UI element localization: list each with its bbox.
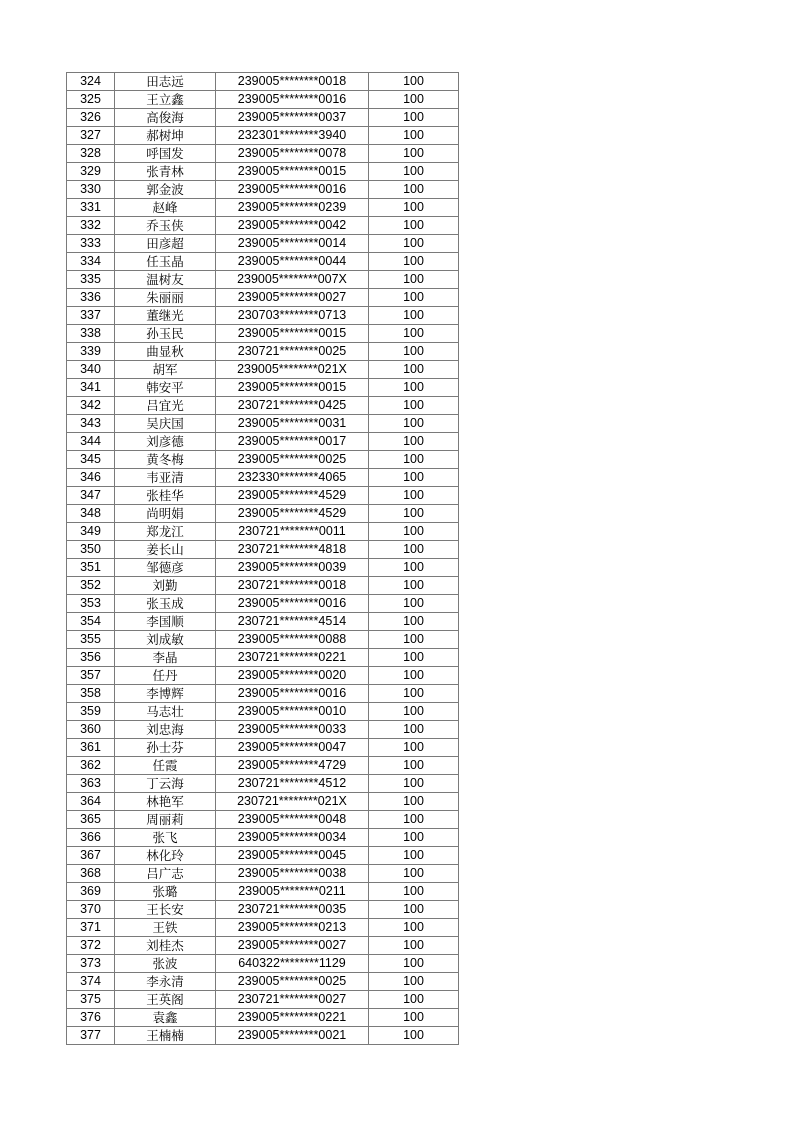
row-number-cell: 374 [67, 973, 115, 991]
table-row [67, 109, 459, 127]
score-cell: 100 [369, 433, 459, 451]
table-row [67, 793, 459, 811]
row-number-cell: 334 [67, 253, 115, 271]
id-number-cell: 239005********0016 [216, 181, 369, 199]
id-number-cell: 239005********0042 [216, 217, 369, 235]
row-number-cell: 329 [67, 163, 115, 181]
score-cell: 100 [369, 883, 459, 901]
row-number-cell: 338 [67, 325, 115, 343]
row-number-cell: 369 [67, 883, 115, 901]
table-row [67, 559, 459, 577]
row-number-cell: 377 [67, 1027, 115, 1045]
row-number-cell: 347 [67, 487, 115, 505]
score-cell: 100 [369, 703, 459, 721]
id-number-cell: 239005********0010 [216, 703, 369, 721]
person-name-cell: 王立鑫 [115, 91, 216, 109]
row-number-cell: 346 [67, 469, 115, 487]
person-name-cell: 张波 [115, 955, 216, 973]
id-number-cell: 239005********021X [216, 361, 369, 379]
score-cell: 100 [369, 991, 459, 1009]
person-name-cell: 林化玲 [115, 847, 216, 865]
table-row [67, 91, 459, 109]
id-number-cell: 230703********0713 [216, 307, 369, 325]
table-row [67, 379, 459, 397]
row-number-cell: 373 [67, 955, 115, 973]
row-number-cell: 349 [67, 523, 115, 541]
id-number-cell: 239005********4529 [216, 505, 369, 523]
score-cell: 100 [369, 829, 459, 847]
table-row [67, 487, 459, 505]
row-number-cell: 365 [67, 811, 115, 829]
roster-table-body [67, 73, 459, 1045]
row-number-cell: 344 [67, 433, 115, 451]
row-number-cell: 367 [67, 847, 115, 865]
score-cell: 100 [369, 865, 459, 883]
person-name-cell: 王楠楠 [115, 1027, 216, 1045]
table-row [67, 163, 459, 181]
id-number-cell: 239005********0045 [216, 847, 369, 865]
person-name-cell: 胡军 [115, 361, 216, 379]
person-name-cell: 任丹 [115, 667, 216, 685]
row-number-cell: 357 [67, 667, 115, 685]
score-cell: 100 [369, 721, 459, 739]
person-name-cell: 朱丽丽 [115, 289, 216, 307]
id-number-cell: 239005********007X [216, 271, 369, 289]
table-row [67, 127, 459, 145]
person-name-cell: 任玉晶 [115, 253, 216, 271]
roster-page [66, 72, 459, 1045]
id-number-cell: 230721********0221 [216, 649, 369, 667]
person-name-cell: 刘成敏 [115, 631, 216, 649]
id-number-cell: 230721********0011 [216, 523, 369, 541]
score-cell: 100 [369, 415, 459, 433]
score-cell: 100 [369, 757, 459, 775]
score-cell: 100 [369, 937, 459, 955]
score-cell: 100 [369, 523, 459, 541]
row-number-cell: 336 [67, 289, 115, 307]
person-name-cell: 任霞 [115, 757, 216, 775]
person-name-cell: 李永清 [115, 973, 216, 991]
row-number-cell: 342 [67, 397, 115, 415]
row-number-cell: 333 [67, 235, 115, 253]
score-cell: 100 [369, 739, 459, 757]
id-number-cell: 239005********0239 [216, 199, 369, 217]
table-row [67, 397, 459, 415]
table-row [67, 325, 459, 343]
person-name-cell: 王铁 [115, 919, 216, 937]
row-number-cell: 345 [67, 451, 115, 469]
person-name-cell: 曲显秋 [115, 343, 216, 361]
score-cell: 100 [369, 919, 459, 937]
person-name-cell: 孙玉民 [115, 325, 216, 343]
id-number-cell: 640322********1129 [216, 955, 369, 973]
table-row [67, 523, 459, 541]
score-cell: 100 [369, 397, 459, 415]
row-number-cell: 366 [67, 829, 115, 847]
score-cell: 100 [369, 973, 459, 991]
person-name-cell: 吕广志 [115, 865, 216, 883]
table-row [67, 847, 459, 865]
row-number-cell: 364 [67, 793, 115, 811]
person-name-cell: 王长安 [115, 901, 216, 919]
row-number-cell: 325 [67, 91, 115, 109]
row-number-cell: 337 [67, 307, 115, 325]
table-row [67, 685, 459, 703]
id-number-cell: 239005********0027 [216, 937, 369, 955]
table-row [67, 469, 459, 487]
score-cell: 100 [369, 379, 459, 397]
score-cell: 100 [369, 505, 459, 523]
table-row [67, 703, 459, 721]
score-cell: 100 [369, 901, 459, 919]
person-name-cell: 林艳军 [115, 793, 216, 811]
row-number-cell: 368 [67, 865, 115, 883]
score-cell: 100 [369, 199, 459, 217]
row-number-cell: 362 [67, 757, 115, 775]
id-number-cell: 230721********4514 [216, 613, 369, 631]
table-row [67, 1009, 459, 1027]
id-number-cell: 239005********0021 [216, 1027, 369, 1045]
table-row [67, 919, 459, 937]
score-cell: 100 [369, 253, 459, 271]
person-name-cell: 郭金波 [115, 181, 216, 199]
id-number-cell: 230721********4818 [216, 541, 369, 559]
id-number-cell: 239005********0020 [216, 667, 369, 685]
score-cell: 100 [369, 577, 459, 595]
id-number-cell: 239005********0016 [216, 595, 369, 613]
row-number-cell: 375 [67, 991, 115, 1009]
person-name-cell: 吕宜光 [115, 397, 216, 415]
table-row [67, 253, 459, 271]
score-cell: 100 [369, 595, 459, 613]
table-row [67, 631, 459, 649]
table-row [67, 865, 459, 883]
row-number-cell: 372 [67, 937, 115, 955]
table-row [67, 541, 459, 559]
score-cell: 100 [369, 1027, 459, 1045]
person-name-cell: 董继光 [115, 307, 216, 325]
person-name-cell: 刘忠海 [115, 721, 216, 739]
person-name-cell: 张玉成 [115, 595, 216, 613]
score-cell: 100 [369, 91, 459, 109]
table-row [67, 901, 459, 919]
score-cell: 100 [369, 73, 459, 91]
score-cell: 100 [369, 145, 459, 163]
score-cell: 100 [369, 811, 459, 829]
person-name-cell: 田彦超 [115, 235, 216, 253]
table-row [67, 991, 459, 1009]
table-row [67, 973, 459, 991]
row-number-cell: 376 [67, 1009, 115, 1027]
id-number-cell: 230721********0425 [216, 397, 369, 415]
person-name-cell: 张桂华 [115, 487, 216, 505]
table-row [67, 577, 459, 595]
table-row [67, 937, 459, 955]
score-cell: 100 [369, 541, 459, 559]
id-number-cell: 239005********0015 [216, 379, 369, 397]
row-number-cell: 353 [67, 595, 115, 613]
row-number-cell: 359 [67, 703, 115, 721]
score-cell: 100 [369, 667, 459, 685]
id-number-cell: 239005********0016 [216, 685, 369, 703]
person-name-cell: 邹德彦 [115, 559, 216, 577]
person-name-cell: 呼国发 [115, 145, 216, 163]
row-number-cell: 331 [67, 199, 115, 217]
id-number-cell: 230721********4512 [216, 775, 369, 793]
row-number-cell: 343 [67, 415, 115, 433]
id-number-cell: 239005********0025 [216, 973, 369, 991]
table-row [67, 307, 459, 325]
score-cell: 100 [369, 109, 459, 127]
score-cell: 100 [369, 847, 459, 865]
person-name-cell: 张飞 [115, 829, 216, 847]
table-row [67, 217, 459, 235]
table-row [67, 721, 459, 739]
table-row [67, 1027, 459, 1045]
id-number-cell: 230721********0027 [216, 991, 369, 1009]
id-number-cell: 239005********0017 [216, 433, 369, 451]
score-cell: 100 [369, 361, 459, 379]
table-row [67, 595, 459, 613]
row-number-cell: 327 [67, 127, 115, 145]
row-number-cell: 324 [67, 73, 115, 91]
score-cell: 100 [369, 271, 459, 289]
row-number-cell: 351 [67, 559, 115, 577]
table-row [67, 649, 459, 667]
score-cell: 100 [369, 307, 459, 325]
row-number-cell: 360 [67, 721, 115, 739]
person-name-cell: 姜长山 [115, 541, 216, 559]
score-cell: 100 [369, 559, 459, 577]
person-name-cell: 张青林 [115, 163, 216, 181]
score-cell: 100 [369, 685, 459, 703]
score-cell: 100 [369, 613, 459, 631]
id-number-cell: 239005********0033 [216, 721, 369, 739]
person-name-cell: 刘彦德 [115, 433, 216, 451]
id-number-cell: 239005********0015 [216, 325, 369, 343]
table-row [67, 433, 459, 451]
score-cell: 100 [369, 343, 459, 361]
score-cell: 100 [369, 487, 459, 505]
table-row [67, 955, 459, 973]
row-number-cell: 330 [67, 181, 115, 199]
person-name-cell: 孙士芬 [115, 739, 216, 757]
table-row [67, 271, 459, 289]
id-number-cell: 239005********0031 [216, 415, 369, 433]
person-name-cell: 李博辉 [115, 685, 216, 703]
person-name-cell: 高俊海 [115, 109, 216, 127]
id-number-cell: 239005********0025 [216, 451, 369, 469]
score-cell: 100 [369, 451, 459, 469]
id-number-cell: 239005********0044 [216, 253, 369, 271]
table-row [67, 829, 459, 847]
score-cell: 100 [369, 217, 459, 235]
table-row [67, 757, 459, 775]
row-number-cell: 332 [67, 217, 115, 235]
row-number-cell: 348 [67, 505, 115, 523]
id-number-cell: 239005********4729 [216, 757, 369, 775]
row-number-cell: 340 [67, 361, 115, 379]
score-cell: 100 [369, 163, 459, 181]
person-name-cell: 温树友 [115, 271, 216, 289]
person-name-cell: 袁鑫 [115, 1009, 216, 1027]
table-row [67, 811, 459, 829]
person-name-cell: 李晶 [115, 649, 216, 667]
id-number-cell: 230721********0035 [216, 901, 369, 919]
score-cell: 100 [369, 631, 459, 649]
person-name-cell: 赵峰 [115, 199, 216, 217]
id-number-cell: 239005********0027 [216, 289, 369, 307]
person-name-cell: 乔玉侠 [115, 217, 216, 235]
table-row [67, 883, 459, 901]
person-name-cell: 丁云海 [115, 775, 216, 793]
person-name-cell: 郝树坤 [115, 127, 216, 145]
person-name-cell: 周丽莉 [115, 811, 216, 829]
row-number-cell: 358 [67, 685, 115, 703]
id-number-cell: 239005********0037 [216, 109, 369, 127]
row-number-cell: 363 [67, 775, 115, 793]
row-number-cell: 354 [67, 613, 115, 631]
id-number-cell: 239005********0048 [216, 811, 369, 829]
id-number-cell: 239005********0034 [216, 829, 369, 847]
table-row [67, 505, 459, 523]
table-row [67, 613, 459, 631]
score-cell: 100 [369, 235, 459, 253]
table-row [67, 199, 459, 217]
score-cell: 100 [369, 469, 459, 487]
table-row [67, 343, 459, 361]
id-number-cell: 239005********0211 [216, 883, 369, 901]
row-number-cell: 352 [67, 577, 115, 595]
table-row [67, 739, 459, 757]
table-row [67, 181, 459, 199]
id-number-cell: 230721********0025 [216, 343, 369, 361]
id-number-cell: 239005********0016 [216, 91, 369, 109]
person-name-cell: 刘勤 [115, 577, 216, 595]
person-name-cell: 马志壮 [115, 703, 216, 721]
id-number-cell: 232301********3940 [216, 127, 369, 145]
row-number-cell: 371 [67, 919, 115, 937]
row-number-cell: 326 [67, 109, 115, 127]
table-row [67, 235, 459, 253]
table-row [67, 451, 459, 469]
person-name-cell: 吴庆国 [115, 415, 216, 433]
id-number-cell: 239005********0088 [216, 631, 369, 649]
row-number-cell: 355 [67, 631, 115, 649]
person-name-cell: 刘桂杰 [115, 937, 216, 955]
score-cell: 100 [369, 649, 459, 667]
score-cell: 100 [369, 955, 459, 973]
id-number-cell: 239005********0015 [216, 163, 369, 181]
person-name-cell: 张璐 [115, 883, 216, 901]
score-cell: 100 [369, 775, 459, 793]
id-number-cell: 239005********0078 [216, 145, 369, 163]
person-name-cell: 郑龙江 [115, 523, 216, 541]
score-cell: 100 [369, 127, 459, 145]
id-number-cell: 239005********0047 [216, 739, 369, 757]
score-cell: 100 [369, 1009, 459, 1027]
person-name-cell: 田志远 [115, 73, 216, 91]
id-number-cell: 239005********0038 [216, 865, 369, 883]
table-row [67, 361, 459, 379]
score-cell: 100 [369, 181, 459, 199]
id-number-cell: 232330********4065 [216, 469, 369, 487]
person-name-cell: 王英阁 [115, 991, 216, 1009]
table-row [67, 73, 459, 91]
id-number-cell: 239005********0213 [216, 919, 369, 937]
person-name-cell: 李国顺 [115, 613, 216, 631]
table-row [67, 415, 459, 433]
id-number-cell: 239005********0018 [216, 73, 369, 91]
table-row [67, 289, 459, 307]
row-number-cell: 335 [67, 271, 115, 289]
row-number-cell: 341 [67, 379, 115, 397]
id-number-cell: 239005********0039 [216, 559, 369, 577]
person-name-cell: 韩安平 [115, 379, 216, 397]
row-number-cell: 370 [67, 901, 115, 919]
row-number-cell: 361 [67, 739, 115, 757]
score-cell: 100 [369, 289, 459, 307]
row-number-cell: 356 [67, 649, 115, 667]
person-name-cell: 黄冬梅 [115, 451, 216, 469]
table-row [67, 775, 459, 793]
id-number-cell: 239005********0014 [216, 235, 369, 253]
row-number-cell: 350 [67, 541, 115, 559]
id-number-cell: 230721********021X [216, 793, 369, 811]
person-name-cell: 尚明娟 [115, 505, 216, 523]
score-cell: 100 [369, 325, 459, 343]
id-number-cell: 230721********0018 [216, 577, 369, 595]
id-number-cell: 239005********4529 [216, 487, 369, 505]
id-number-cell: 239005********0221 [216, 1009, 369, 1027]
table-row [67, 145, 459, 163]
table-row [67, 667, 459, 685]
row-number-cell: 339 [67, 343, 115, 361]
score-cell: 100 [369, 793, 459, 811]
row-number-cell: 328 [67, 145, 115, 163]
roster-table [66, 72, 459, 1045]
person-name-cell: 韦亚清 [115, 469, 216, 487]
